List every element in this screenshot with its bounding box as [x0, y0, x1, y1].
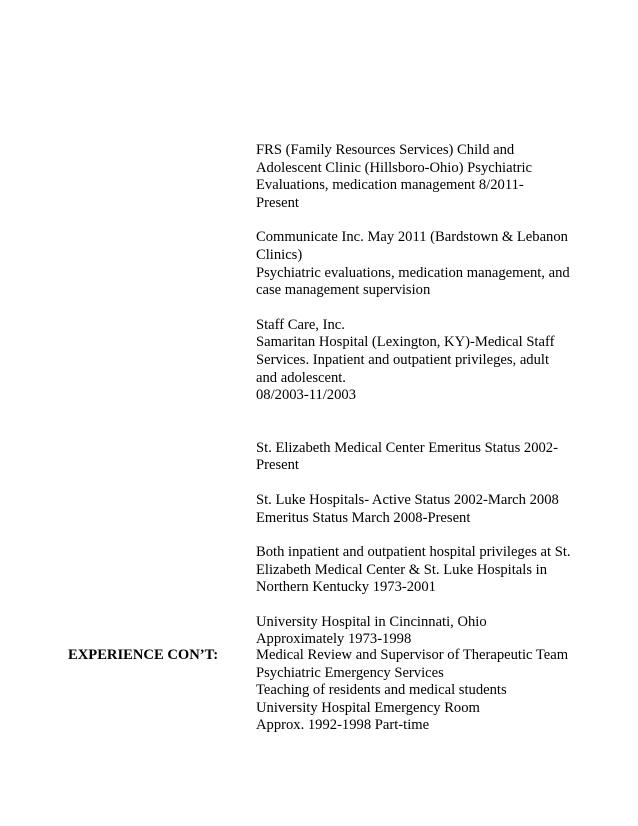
entry-staff-care	[256, 317, 586, 405]
entry-st-luke	[256, 492, 586, 527]
experience-line: Medical Review and Supervisor of Therapeutic Team	[256, 647, 569, 663]
entry-line: Services. Inpatient and outpatient privileges, adult	[256, 351, 550, 368]
experience-line: Psychiatric Emergency Services	[256, 664, 444, 681]
entry-line: Psychiatric evaluations, medication management, and	[256, 264, 570, 281]
experience-line: Teaching of residents and medical students	[256, 682, 507, 699]
entry-line: Emeritus Status March 2008-Present	[256, 509, 471, 526]
entry-line: Approximately 1973-1998	[256, 631, 412, 648]
entry-line: Communicate Inc. May 2011 (Bardstown & Lebanon	[256, 229, 568, 246]
entry-st-elizabeth	[256, 440, 586, 475]
experience-line: Approx. 1992-1998 Part-time	[256, 717, 430, 734]
entry-line: Staff Care, Inc.	[256, 316, 345, 333]
entry-line: FRS (Family Resources Services) Child and	[256, 142, 515, 158]
entry-line: and adolescent.	[256, 369, 346, 386]
entry-line: 08/2003-11/2003	[256, 387, 356, 404]
entry-line: University Hospital in Cincinnati, Ohio	[256, 613, 487, 630]
entry-privileges	[256, 544, 586, 597]
experience-line: University Hospital Emergency Room	[256, 699, 480, 716]
entry-line: Northern Kentucky 1973-2001	[256, 579, 436, 596]
entry-line: Clinics)	[256, 246, 303, 263]
entry-line: Samaritan Hospital (Lexington, KY)-Medical Staff	[256, 334, 555, 351]
entry-line: Evaluations, medication management 8/2011-	[256, 177, 524, 194]
entry-frs	[256, 142, 586, 212]
privileges-column	[256, 142, 586, 649]
experience-entry	[256, 647, 596, 735]
entry-line: St. Luke Hospitals- Active Status 2002-March 2008	[256, 491, 559, 508]
experience-heading: EXPERIENCE CON’T:	[68, 647, 219, 663]
entry-line: Elizabeth Medical Center & St. Luke Hospitals in	[256, 561, 547, 578]
entry-line: St. Elizabeth Medical Center Emeritus Status 2002-	[256, 439, 558, 456]
entry-line: Both inpatient and outpatient hospital privileges at St.	[256, 544, 571, 561]
entry-communicate	[256, 229, 586, 299]
entry-line: Present	[256, 457, 299, 474]
entry-university-hospital	[256, 614, 586, 649]
entry-line: case management supervision	[256, 282, 431, 299]
entry-line: Present	[256, 194, 299, 211]
entry-line: Adolescent Clinic (Hillsboro-Ohio) Psychiatric	[256, 159, 533, 176]
